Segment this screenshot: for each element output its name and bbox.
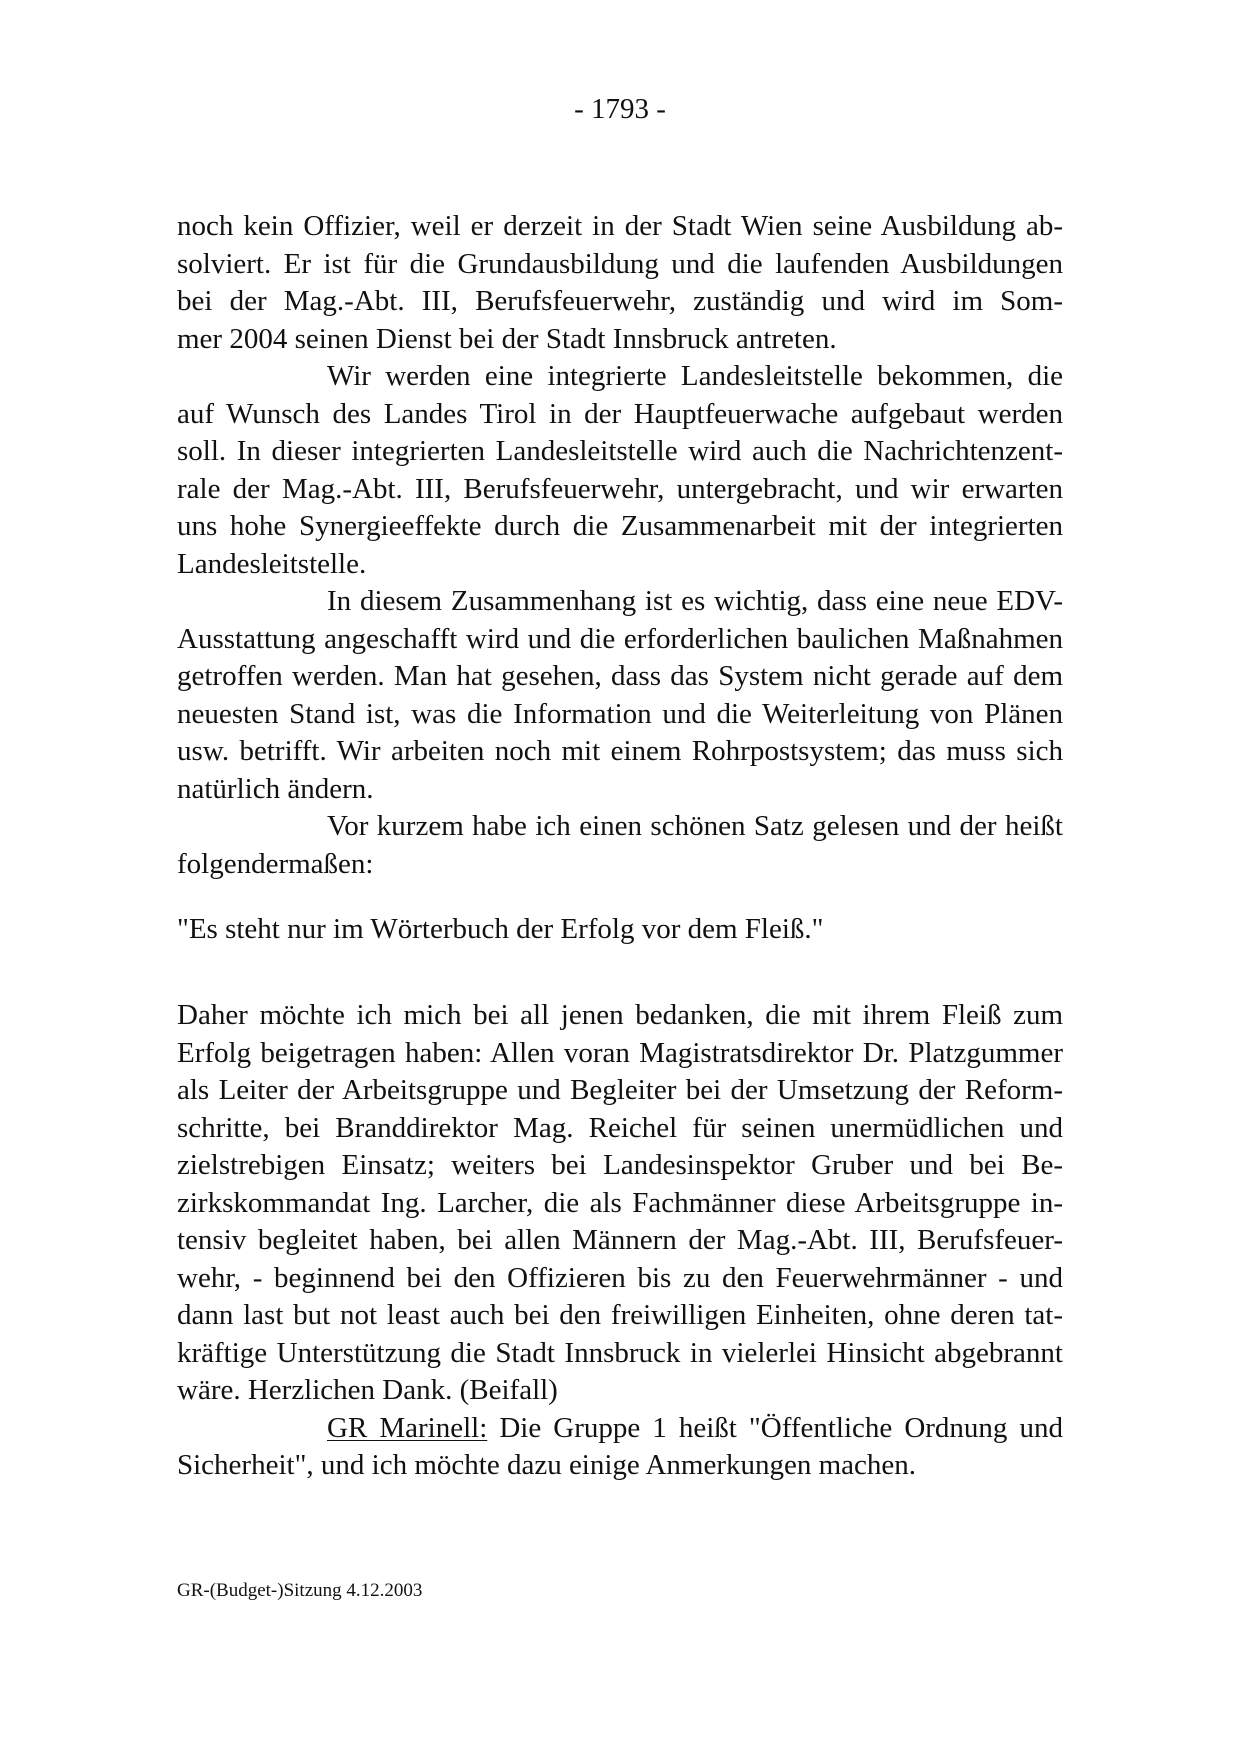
body-line: Erfolg beigetragen haben: Allen voran Magistratsdirektor Dr. Platzgummer bbox=[177, 1036, 1063, 1069]
body-line: kräftige Unterstützung die Stadt Innsbruck in vielerlei Hinsicht abgebrannt bbox=[177, 1336, 1063, 1369]
body-line: dann last but not least auch bei den freiwilligen Einheiten, ohne deren tat- bbox=[177, 1299, 1063, 1331]
body-line: schritte, bei Branddirektor Mag. Reichel für seinen unermüdlichen und bbox=[177, 1111, 1063, 1144]
quote-line: "Es steht nur im Wörterbuch der Erfolg vor dem Fleiß." bbox=[177, 913, 824, 945]
body-line: noch kein Offizier, weil er derzeit in der Stadt Wien seine Ausbildung ab- bbox=[177, 210, 1063, 242]
body-line: mer 2004 seinen Dienst bei der Stadt Innsbruck antreten. bbox=[177, 322, 837, 355]
body-line: zielstrebigen Einsatz; weiters bei Landesinspektor Gruber und bei Be- bbox=[177, 1149, 1063, 1181]
body-line: folgendermaßen: bbox=[177, 847, 374, 880]
quote bbox=[177, 911, 1063, 949]
body-line: solviert. Er ist für die Grundausbildung und die laufenden Ausbildungen bbox=[177, 247, 1063, 280]
body-line: getroffen werden. Man hat gesehen, dass das System nicht gerade auf dem bbox=[177, 660, 1063, 692]
body-line: wäre. Herzlichen Dank. (Beifall) bbox=[177, 1374, 558, 1406]
body-line: zirkskommandat Ing. Larcher, die als Fachmänner diese Arbeitsgruppe in- bbox=[177, 1186, 1063, 1219]
paragraph bbox=[177, 808, 1063, 883]
footer-session: GR-(Budget-)Sitzung 4.12.2003 bbox=[177, 1580, 423, 1601]
body-line: Ausstattung angeschafft wird und die erforderlichen baulichen Maßnahmen bbox=[177, 622, 1063, 655]
body-line: tensiv begleitet haben, bei allen Männern der Mag.-Abt. III, Berufsfeuer- bbox=[177, 1224, 1063, 1256]
page-number: - 1793 - bbox=[574, 93, 666, 125]
body-line bbox=[177, 1410, 1063, 1448]
paragraph bbox=[177, 208, 1063, 358]
paragraph bbox=[177, 358, 1063, 583]
paragraph bbox=[177, 997, 1063, 1410]
body-line: usw. betrifft. Wir arbeiten noch mit einem Rohrpostsystem; das muss sich bbox=[177, 735, 1063, 767]
body-line: In diesem Zusammenhang ist es wichtig, dass eine neue EDV- bbox=[327, 585, 1063, 617]
body-line: Sicherheit", und ich möchte dazu einige Anmerkungen machen. bbox=[177, 1449, 917, 1481]
body-line: Landesleitstelle. bbox=[177, 547, 367, 580]
paragraph bbox=[177, 583, 1063, 808]
body-line: rale der Mag.-Abt. III, Berufsfeuerwehr, untergebracht, und wir erwarten bbox=[177, 472, 1063, 505]
body-line: wehr, - beginnend bei den Offizieren bis zu den Feuerwehrmänner - und bbox=[177, 1261, 1063, 1294]
body-line: natürlich ändern. bbox=[177, 772, 374, 805]
body-line: bei der Mag.-Abt. III, Berufsfeuerwehr, zuständig und wird im Som- bbox=[177, 285, 1063, 317]
speaker-text: Die Gruppe 1 heißt "Öffentliche Ordnung und bbox=[499, 1411, 1063, 1444]
speaker-name: GR Marinell: bbox=[327, 1411, 488, 1444]
body-line: soll. In dieser integrierten Landesleitstelle wird auch die Nachrichtenzent- bbox=[177, 435, 1063, 467]
body-line: Vor kurzem habe ich einen schönen Satz gelesen und der heißt bbox=[327, 810, 1063, 842]
body-line: uns hohe Synergieeffekte durch die Zusammenarbeit mit der integrierten bbox=[177, 510, 1063, 542]
body-line: Wir werden eine integrierte Landesleitstelle bekommen, die bbox=[327, 360, 1063, 392]
body-line: als Leiter der Arbeitsgruppe und Begleiter bei der Umsetzung der Reform- bbox=[177, 1074, 1063, 1106]
body-line: neuesten Stand ist, was die Information und die Weiterleitung von Plänen bbox=[177, 697, 1063, 730]
body-line: Daher möchte ich mich bei all jenen bedanken, die mit ihrem Fleiß zum bbox=[177, 999, 1063, 1031]
body-line: auf Wunsch des Landes Tirol in der Hauptfeuerwache aufgebaut werden bbox=[177, 397, 1063, 430]
paragraph bbox=[177, 1410, 1063, 1485]
